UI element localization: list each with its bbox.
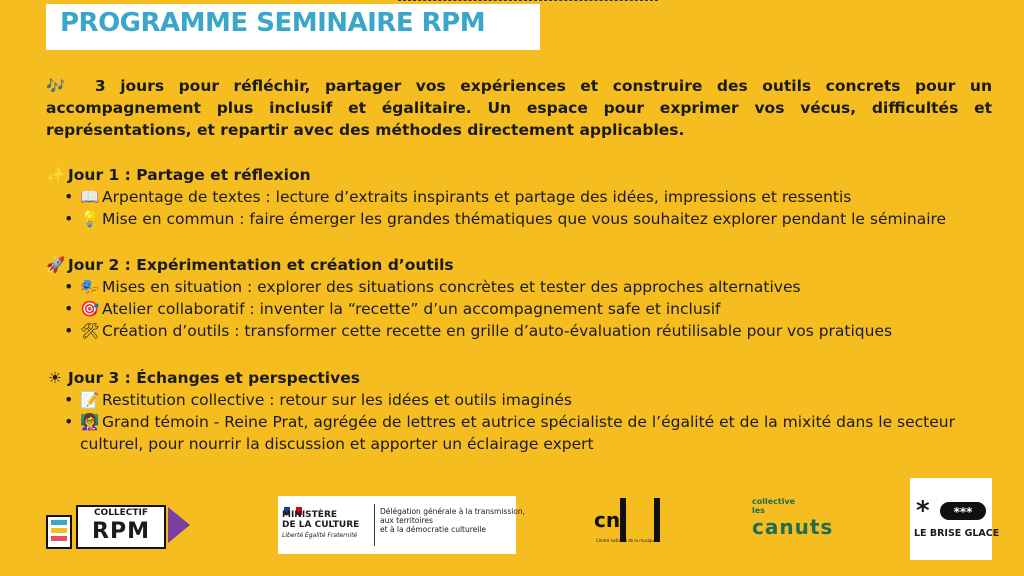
music-notes-icon: 🎶 — [46, 77, 75, 95]
rpm-bars-graphic — [46, 515, 72, 549]
light-bulb-icon: 💡 — [80, 210, 100, 228]
day-3-section — [46, 367, 1006, 455]
day-3-list — [46, 389, 1006, 455]
day-3-heading: ☀ Jour 3 : Échanges et perspectives — [46, 367, 1006, 389]
day-2-list — [46, 276, 1006, 342]
memo-icon: 📝 — [80, 391, 100, 409]
open-book-icon: 📖 — [80, 188, 100, 206]
intro-text: 3 jours pour réfléchir, partager vos expériences et construire des outils concrets pour un accompagnement plus inclusif et égalitaire. Un espace pour exprimer vos vécus, difficultés et représentations, et repartir avec des méthodes directement applicables. — [46, 77, 992, 139]
list-item: • 📝 Restitution collective : retour sur les idées et outils imaginés — [80, 389, 1006, 411]
day-1-heading: ✨ Jour 1 : Partage et réflexion — [46, 166, 311, 184]
ministere-motto: Liberté Égalité Fraternité — [282, 532, 358, 539]
cnm-m-graphic — [620, 498, 660, 542]
list-item: • 🎯 Atelier collaboratif : inventer la “recette” d’un accompagnement safe et inclusif — [80, 298, 1006, 320]
collectif-rpm-logo — [46, 505, 186, 549]
list-item: • 🛠 Création d’outils : transformer cette recette en grille d’auto-évaluation réutilisable pour vos pratiques — [80, 320, 1006, 342]
top-divider — [398, 0, 658, 2]
tools-icon: 🛠 — [80, 322, 100, 340]
les-canuts-logo: collective les canuts — [752, 497, 834, 539]
cnm-logo: cn Centre national de la musique — [592, 498, 672, 548]
ministere-delegation: Délégation générale à la transmission, aux territoires et à la démocratie culturelle — [380, 507, 526, 534]
rpm-wordmark: COLLECTIF RPM — [76, 505, 166, 549]
page-title: PROGRAMME SEMINAIRE RPM — [60, 8, 486, 38]
list-item: • 🎭 Mises en situation : explorer des situations concrètes et tester des approches alternatives — [80, 276, 1006, 298]
list-item: • 📖 Arpentage de textes : lecture d’extraits inspirants et partage des idées, impressions et ressentis — [80, 186, 1006, 208]
sparkles-icon: ✨ — [46, 166, 66, 184]
french-flag-icon — [284, 500, 302, 508]
rocket-icon: 🚀 — [46, 256, 66, 274]
intro-paragraph — [46, 75, 992, 141]
day-1-list — [46, 186, 1006, 230]
day-1-section — [46, 164, 1006, 230]
theater-masks-icon: 🎭 — [80, 278, 100, 296]
list-item: • 💡 Mise en commun : faire émerger les grandes thématiques que vous souhaitez explorer pendant le séminaire — [80, 208, 1006, 230]
day-2-section — [46, 254, 1006, 342]
target-icon: 🎯 — [80, 300, 100, 318]
teacher-icon: 👩‍🏫 — [80, 413, 100, 431]
le-brise-glace-logo: * *** LE BRISE GLACE — [910, 478, 992, 560]
list-item: • 👩‍🏫 Grand témoin - Reine Prat, agrégée de lettres et autrice spécialiste de l’égalité et de la mixité dans le secteur culturel, pour nourrir la discussion et apporter un éclairage expert — [80, 411, 1006, 455]
ministere-name: MINISTÈRE DE LA CULTURE — [282, 510, 360, 530]
day-2-heading: 🚀 Jour 2 : Expérimentation et création d’outils — [46, 256, 454, 274]
ministere-culture-logo — [278, 496, 526, 554]
ministere-separator — [374, 504, 375, 546]
sun-icon: ☀ — [48, 369, 62, 387]
rpm-triangle-graphic — [168, 507, 190, 543]
